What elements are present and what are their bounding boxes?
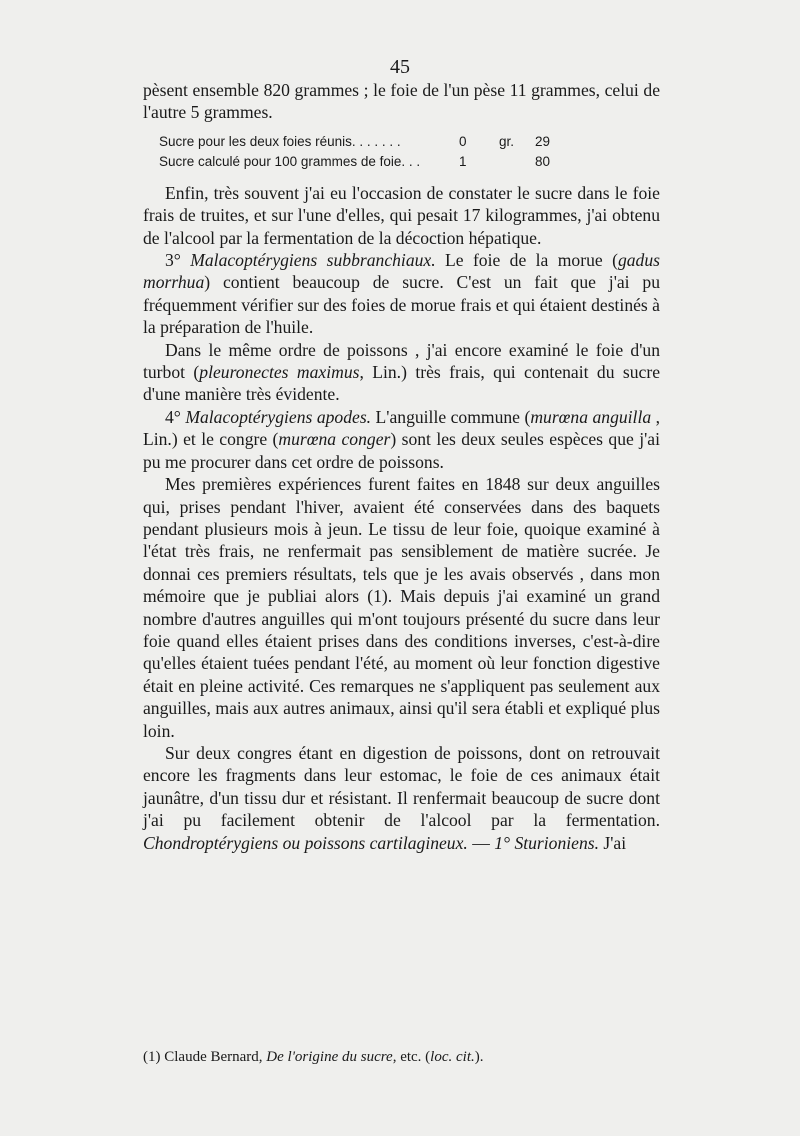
- section-number: 4°: [165, 406, 181, 427]
- text-run: Le foie de la morue (: [435, 250, 618, 271]
- table-label: Sucre calculé pour 100 grammes de foie. . .: [159, 153, 421, 169]
- page-number: 45: [390, 56, 410, 78]
- paragraph: pèsent ensemble 820 grammes ; le foie de l'un pèse 11 grammes, celui de l'autre 5 grammes.: [143, 80, 660, 123]
- section-heading: Chondroptérygiens ou poissons cartilagineux.: [143, 832, 468, 853]
- section-heading: Malacoptérygiens subbranchiaux.: [190, 250, 436, 271]
- text-run: J'ai: [599, 832, 627, 853]
- text-run: , Lin.) très frais, qui contenait du sucre d'une manière très évidente.: [143, 362, 661, 405]
- paragraph: [143, 742, 660, 854]
- text-run: ) sont les deux seules espèces que j'ai pu me procurer dans cet ordre de poissons.: [143, 429, 660, 472]
- paragraph: [143, 406, 660, 473]
- text-run: (1) Claude Bernard,: [143, 1049, 267, 1065]
- table-grams: 0: [459, 133, 467, 149]
- table-centigrams: 80: [535, 153, 551, 169]
- citation-loc: loc. cit.: [430, 1049, 475, 1065]
- sugar-table: [143, 132, 575, 172]
- text-run: —: [467, 832, 495, 853]
- table-unit: gr.: [499, 133, 515, 149]
- latin-name: pleuronectes maximus: [199, 362, 360, 383]
- subsection-heading: 1° Sturioniens.: [494, 832, 599, 853]
- text-run: ).: [474, 1049, 484, 1065]
- text-run: L'anguille commune (: [371, 406, 531, 427]
- text-run: Dans le même ordre de poissons , j'ai encore examiné le foie d'un turbot (: [143, 339, 660, 383]
- paragraph: Enfin, très souvent j'ai eu l'occasion de constater le sucre dans le foie frais de truites, et sur l'une d'elles, qui pesait 17 kilogrammes, j'ai obtenu de l'alcool par la fermentation de la décoction hépatique.: [143, 182, 660, 248]
- latin-name: gadus morrhua: [143, 250, 660, 293]
- paragraph: [143, 249, 660, 339]
- table-row: [143, 132, 575, 152]
- body-text: [143, 79, 660, 854]
- table-grams: 1: [459, 153, 467, 169]
- paragraph: [143, 339, 660, 406]
- cited-title: De l'origine du sucre: [266, 1049, 393, 1065]
- latin-name: murœna conger: [278, 429, 391, 450]
- table-centigrams: 29: [535, 133, 551, 149]
- latin-name: murœna anguilla: [530, 406, 652, 427]
- text-run: , etc. (: [392, 1049, 431, 1065]
- table-label: Sucre pour les deux foies réunis. . . . . . .: [159, 133, 401, 149]
- text-run: , Lin.) et le congre (: [143, 406, 661, 450]
- text-run: ) contient beaucoup de sucre. C'est un fait que j'ai pu fréquemment vérifier sur des foies de morue frais et qui étaient destinés à la préparation de l'huile.: [143, 272, 660, 338]
- text-run: Sur deux congres étant en digestion de poissons, dont on retrouvait encore les fragments dans leur estomac, le foie de ces animaux était jaunâtre, d'un tissu dur et résistant. Il renfermait beaucoup de sucre dont j'ai pu facilement obtenir de l'alcool par la fermentation.: [143, 742, 660, 831]
- section-number: 3°: [165, 250, 181, 271]
- section-heading: Malacoptérygiens apodes.: [185, 406, 372, 427]
- footnote: [143, 1047, 660, 1067]
- paragraph: Mes premières expériences furent faites en 1848 sur deux anguilles qui, prises pendant l'hiver, avaient été conservées dans des baquets pendant plusieurs mois à jeun. Le tissu de leur foie, quoique examiné à l'état très frais, ne renfermait pas sensiblement de matière sucrée. Je donnai ces premiers résultats, tels que je les avais observés , dans mon mémoire que je publiai alors (1). Mais depuis j'ai examiné un grand nombre d'autres anguilles qui m'ont toujours présenté du sucre dans leur foie quand elles étaient prises dans des conditions inverses, c'est-à-dire qu'elles étaient tuées pendant l'été, au moment où leur fonction digestive était en pleine activité. Ces remarques ne s'appliquent pas seulement aux anguilles, mais aux autres animaux, ainsi qu'il sera établi et expliqué plus loin.: [143, 474, 660, 741]
- table-row: [143, 152, 575, 172]
- table-unit: [499, 152, 535, 172]
